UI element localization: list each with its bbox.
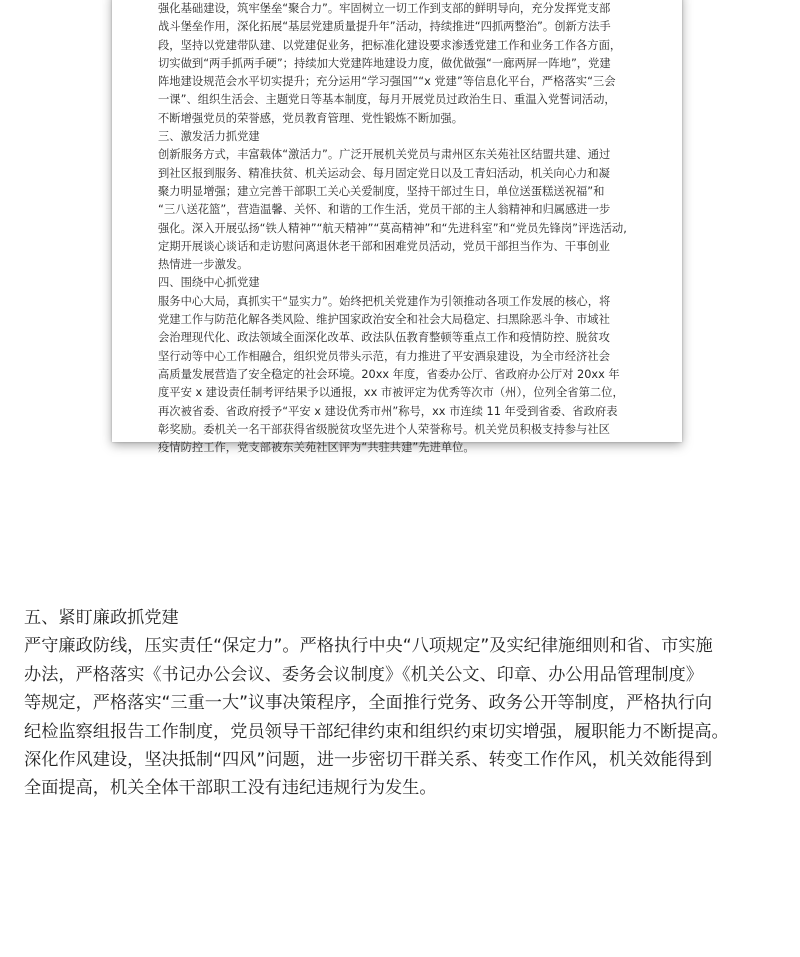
section-heading-5: 五、紧盯廉政抓党建 (24, 608, 179, 628)
text-line: 强化。深入开展弘扬“铁人精神”“航天精神”“莫高精神”和“先进科室”和“党员先锋岗”评选活动, (158, 221, 627, 235)
page-preview-text (158, 0, 648, 457)
text-line: 创新服务方式，丰富载体“激活力”。广泛开展机关党员与肃州区东关苑社区结盟共建、通过 (158, 148, 611, 162)
section-5-body (24, 604, 776, 803)
text-line: 不断增强党员的荣誉感，党员教育管理、党性锻炼不断加强。 (158, 111, 464, 125)
text-line: 切实做到“两手抓两手硬”；持续加大党建阵地建设力度，做优做强“一廊两屏一阵地”，党建 (158, 56, 611, 70)
text-line: 严守廉政防线，压实责任“保定力”。严格执行中央“八项规定”及实纪律施细则和省、市实施 (24, 636, 713, 657)
text-line: 热情进一步激发。 (158, 258, 249, 272)
text-line: 一课”、组织生活会、主题党日等基本制度，每月开展党员过政治生日、重温入党誓词活动， (158, 93, 616, 107)
text-line: 战斗堡垒作用，深化拓展“基层党建质量提升年”活动，持续推进“四抓两整治”。创新方法手 (158, 20, 611, 34)
text-line: 聚力明显增强；建立完善干部职工关心关爱制度，坚持干部过生日，单位送蛋糕送祝福”和 (158, 184, 605, 198)
text-line: 强化基础建设，筑牢堡垒“聚合力”。牢固树立一切工作到支部的鲜明导向，充分发挥党支部 (158, 2, 611, 15)
text-line: 到社区报到服务、精准扶贫、机关运动会、每月固定党日以及工青妇活动，机关向心力和凝 (158, 166, 610, 180)
document-page-preview (112, 0, 682, 455)
text-line: 会治理现代化、政法领域全面深化改革、政法队伍教育整顿等重点工作和疫情防控、脱贫攻 (158, 331, 610, 345)
section-heading-3: 三、激发活力抓党建 (158, 130, 260, 144)
text-line: 阵地建设规范会水平切实提升；充分运用“学习强国”“x 党建”等信息化平台，严格落实“三会 (158, 75, 616, 89)
text-line: 坚行动等中心工作相融合，组织党员带头示范，有力推进了平安酒泉建设，为全市经济社会 (158, 349, 610, 363)
text-line: 全面提高，机关全体干部职工没有违纪违规行为发生。 (24, 778, 437, 799)
text-line: 度平安 x 建设责任制考评结果予以通报，xx 市被评定为优秀等次市（州），位列全省第二位， (158, 386, 624, 400)
text-line: 高质量发展营造了安全稳定的社会环境。20xx 年度，省委办公厅、省政府办公厅对 20xx 年 (158, 367, 620, 381)
text-line: “三八送花篮”，营造温馨、关怀、和谐的工作生活，党员干部的主人翁精神和归属感进一步 (158, 203, 611, 217)
text-line: 深化作风建设，坚决抵制“四风”问题，进一步密切干群关系、转变工作作风，机关效能得到 (24, 750, 713, 771)
text-line: 定期开展谈心谈话和走访慰问离退休老干部和困难党员活动，党员干部担当作为、干事创业 (158, 239, 610, 253)
section-heading-4: 四、围绕中心抓党建 (158, 276, 260, 290)
text-line: 再次被省委、省政府授予“平安 x 建设优秀市州”称号，xx 市连续 11 年受到省委、省政府表 (158, 404, 618, 418)
text-line: 段，坚持以党建带队建、以党建促业务，把标准化建设要求渗透党建工作和业务工作各方面， (158, 38, 622, 52)
text-line: 纪检监察组报告工作制度，党员领导干部纪律约束和组织约束切实增强，履职能力不断提高。 (24, 721, 729, 742)
text-line: 办法，严格落实《书记办公会议、委务会议制度》《机关公文、印章、办公用品管理制度》 (24, 664, 703, 685)
text-line: 彰奖励。委机关一名干部获得省级脱贫攻坚先进个人荣誉称号。机关党员积极支持参与社区 (158, 422, 610, 436)
text-line: 党建工作与防范化解各类风险、维护国家政治安全和社会大局稳定、扫黑除恶斗争、市域社 (158, 313, 610, 327)
text-line: 疫情防控工作，党支部被东关苑社区评为“共驻共建”先进单位。 (158, 441, 475, 455)
text-line: 等规定，严格落实“三重一大”议事决策程序，全面推行党务、政务公开等制度，严格执行向 (24, 693, 713, 714)
text-line: 服务中心大局，真抓实干“显实力”。始终把机关党建作为引领推动各项工作发展的核心，将 (158, 294, 611, 308)
